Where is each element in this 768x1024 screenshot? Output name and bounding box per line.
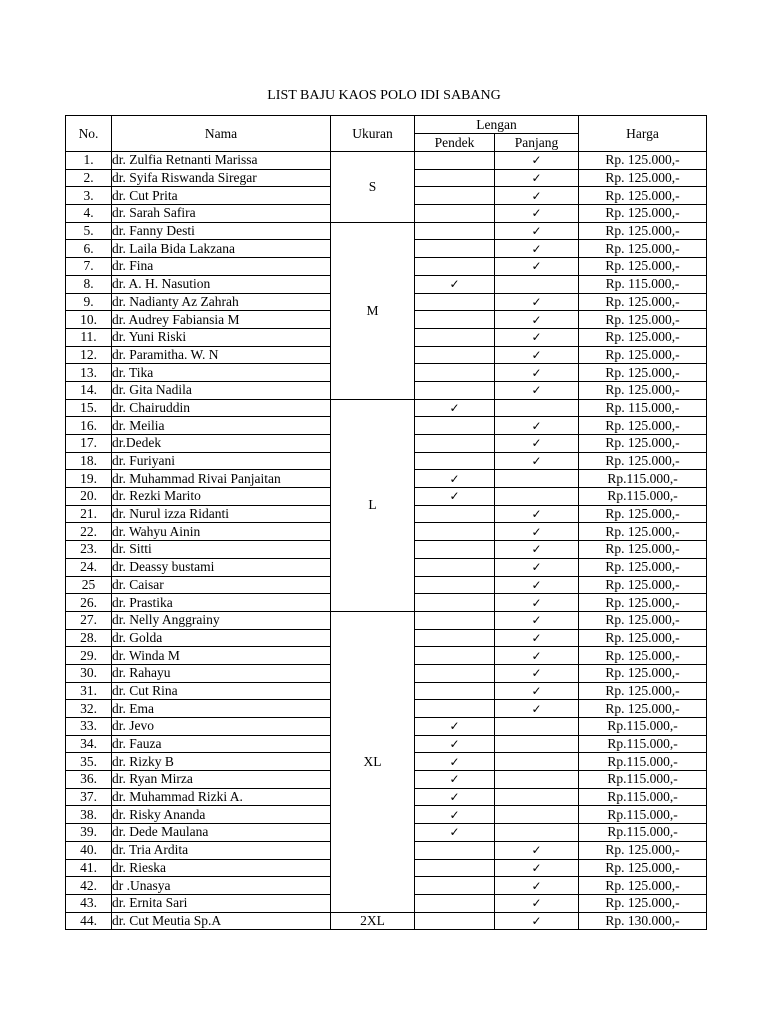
row-price: Rp.115.000,- bbox=[579, 771, 707, 789]
check-icon: ✓ bbox=[531, 595, 542, 610]
check-icon: ✓ bbox=[531, 507, 542, 522]
row-name: dr. Dede Maulana bbox=[112, 824, 331, 842]
row-name: dr. Nurul izza Ridanti bbox=[112, 505, 331, 523]
row-price: Rp. 125.000,- bbox=[579, 417, 707, 435]
row-price: Rp. 125.000,- bbox=[579, 647, 707, 665]
check-icon: ✓ bbox=[449, 790, 460, 805]
row-name: dr. Ernita Sari bbox=[112, 894, 331, 912]
check-icon: ✓ bbox=[449, 737, 460, 752]
pendek-cell bbox=[415, 222, 495, 240]
pendek-cell bbox=[415, 399, 495, 417]
row-number: 41. bbox=[66, 859, 112, 877]
pendek-cell bbox=[415, 664, 495, 682]
panjang-cell bbox=[495, 877, 579, 895]
table-row bbox=[66, 912, 707, 930]
row-number: 8. bbox=[66, 275, 112, 293]
row-price: Rp.115.000,- bbox=[579, 806, 707, 824]
check-icon: ✓ bbox=[531, 153, 542, 168]
row-price: Rp. 125.000,- bbox=[579, 205, 707, 223]
row-name: dr. Fina bbox=[112, 258, 331, 276]
row-number: 34. bbox=[66, 735, 112, 753]
row-name: dr. Laila Bida Lakzana bbox=[112, 240, 331, 258]
row-number: 20. bbox=[66, 488, 112, 506]
panjang-cell bbox=[495, 399, 579, 417]
row-price: Rp. 125.000,- bbox=[579, 541, 707, 559]
table-row bbox=[66, 611, 707, 629]
row-number: 3. bbox=[66, 187, 112, 205]
panjang-cell bbox=[495, 488, 579, 506]
check-icon: ✓ bbox=[449, 807, 460, 822]
check-icon: ✓ bbox=[449, 471, 460, 486]
row-name: dr. Risky Ananda bbox=[112, 806, 331, 824]
row-number: 35. bbox=[66, 753, 112, 771]
panjang-cell bbox=[495, 611, 579, 629]
row-price: Rp. 130.000,- bbox=[579, 912, 707, 930]
row-number: 33. bbox=[66, 718, 112, 736]
row-name: dr. Furiyani bbox=[112, 452, 331, 470]
panjang-cell bbox=[495, 311, 579, 329]
row-name: dr. Ryan Mirza bbox=[112, 771, 331, 789]
row-price: Rp. 125.000,- bbox=[579, 611, 707, 629]
row-price: Rp. 125.000,- bbox=[579, 576, 707, 594]
row-number: 37. bbox=[66, 788, 112, 806]
row-price: Rp. 125.000,- bbox=[579, 222, 707, 240]
panjang-cell bbox=[495, 700, 579, 718]
row-price: Rp. 125.000,- bbox=[579, 629, 707, 647]
pendek-cell bbox=[415, 806, 495, 824]
row-name: dr. Tika bbox=[112, 364, 331, 382]
check-icon: ✓ bbox=[531, 224, 542, 239]
row-number: 23. bbox=[66, 541, 112, 559]
row-price: Rp. 125.000,- bbox=[579, 841, 707, 859]
panjang-cell bbox=[495, 381, 579, 399]
panjang-cell bbox=[495, 894, 579, 912]
panjang-cell bbox=[495, 452, 579, 470]
panjang-cell bbox=[495, 328, 579, 346]
panjang-cell bbox=[495, 718, 579, 736]
check-icon: ✓ bbox=[531, 896, 542, 911]
row-number: 25 bbox=[66, 576, 112, 594]
row-number: 17. bbox=[66, 435, 112, 453]
row-name: dr. Cut Prita bbox=[112, 187, 331, 205]
row-number: 12. bbox=[66, 346, 112, 364]
row-name: dr. Rezki Marito bbox=[112, 488, 331, 506]
document-title: LIST BAJU KAOS POLO IDI SABANG bbox=[267, 88, 501, 103]
panjang-cell bbox=[495, 824, 579, 842]
row-name: dr. Sitti bbox=[112, 541, 331, 559]
row-number: 2. bbox=[66, 169, 112, 187]
row-price: Rp. 125.000,- bbox=[579, 169, 707, 187]
check-icon: ✓ bbox=[531, 436, 542, 451]
check-icon: ✓ bbox=[531, 206, 542, 221]
header-harga: Harga bbox=[579, 116, 707, 152]
check-icon: ✓ bbox=[531, 666, 542, 681]
row-name: dr. Yuni Riski bbox=[112, 328, 331, 346]
row-number: 19. bbox=[66, 470, 112, 488]
size-group: XL bbox=[331, 611, 415, 912]
row-price: Rp. 125.000,- bbox=[579, 346, 707, 364]
check-icon: ✓ bbox=[531, 365, 542, 380]
table-row bbox=[66, 152, 707, 170]
row-name: dr. Meilia bbox=[112, 417, 331, 435]
row-price: Rp. 115.000,- bbox=[579, 399, 707, 417]
row-name: dr. Rieska bbox=[112, 859, 331, 877]
pendek-cell bbox=[415, 841, 495, 859]
panjang-cell bbox=[495, 753, 579, 771]
row-name: dr. Muhammad Rizki A. bbox=[112, 788, 331, 806]
row-price: Rp. 125.000,- bbox=[579, 664, 707, 682]
pendek-cell bbox=[415, 488, 495, 506]
pendek-cell bbox=[415, 364, 495, 382]
check-icon: ✓ bbox=[531, 312, 542, 327]
row-name: dr. Cut Meutia Sp.A bbox=[112, 912, 331, 930]
check-icon: ✓ bbox=[531, 418, 542, 433]
header-ukuran: Ukuran bbox=[331, 116, 415, 152]
pendek-cell bbox=[415, 753, 495, 771]
header-pendek: Pendek bbox=[415, 134, 495, 152]
row-number: 15. bbox=[66, 399, 112, 417]
panjang-cell bbox=[495, 682, 579, 700]
row-name: dr. Audrey Fabiansia M bbox=[112, 311, 331, 329]
pendek-cell bbox=[415, 328, 495, 346]
pendek-cell bbox=[415, 682, 495, 700]
row-number: 38. bbox=[66, 806, 112, 824]
row-price: Rp.115.000,- bbox=[579, 488, 707, 506]
row-price: Rp. 125.000,- bbox=[579, 311, 707, 329]
size-group: 2XL bbox=[331, 912, 415, 930]
pendek-cell bbox=[415, 470, 495, 488]
row-price: Rp. 125.000,- bbox=[579, 293, 707, 311]
pendek-cell bbox=[415, 576, 495, 594]
row-price: Rp. 125.000,- bbox=[579, 523, 707, 541]
row-name: dr. Paramitha. W. N bbox=[112, 346, 331, 364]
row-price: Rp.115.000,- bbox=[579, 718, 707, 736]
panjang-cell bbox=[495, 771, 579, 789]
pendek-cell bbox=[415, 912, 495, 930]
panjang-cell bbox=[495, 346, 579, 364]
check-icon: ✓ bbox=[531, 913, 542, 928]
pendek-cell bbox=[415, 611, 495, 629]
panjang-cell bbox=[495, 788, 579, 806]
row-price: Rp. 125.000,- bbox=[579, 152, 707, 170]
row-name: dr.Dedek bbox=[112, 435, 331, 453]
pendek-cell bbox=[415, 293, 495, 311]
panjang-cell bbox=[495, 541, 579, 559]
check-icon: ✓ bbox=[531, 878, 542, 893]
check-icon: ✓ bbox=[531, 383, 542, 398]
row-price: Rp. 125.000,- bbox=[579, 894, 707, 912]
row-price: Rp. 125.000,- bbox=[579, 859, 707, 877]
row-name: dr. A. H. Nasution bbox=[112, 275, 331, 293]
row-number: 16. bbox=[66, 417, 112, 435]
row-name: dr. Cut Rina bbox=[112, 682, 331, 700]
row-number: 28. bbox=[66, 629, 112, 647]
row-price: Rp. 125.000,- bbox=[579, 594, 707, 612]
size-group: M bbox=[331, 222, 415, 399]
panjang-cell bbox=[495, 806, 579, 824]
row-name: dr. Deassy bustami bbox=[112, 558, 331, 576]
pendek-cell bbox=[415, 435, 495, 453]
row-price: Rp. 125.000,- bbox=[579, 505, 707, 523]
row-number: 5. bbox=[66, 222, 112, 240]
row-name: dr. Muhammad Rivai Panjaitan bbox=[112, 470, 331, 488]
row-number: 43. bbox=[66, 894, 112, 912]
panjang-cell bbox=[495, 594, 579, 612]
row-name: dr. Rizky B bbox=[112, 753, 331, 771]
pendek-cell bbox=[415, 718, 495, 736]
pendek-cell bbox=[415, 824, 495, 842]
row-name: dr. Fauza bbox=[112, 735, 331, 753]
row-name: dr. Syifa Riswanda Siregar bbox=[112, 169, 331, 187]
check-icon: ✓ bbox=[531, 294, 542, 309]
check-icon: ✓ bbox=[531, 648, 542, 663]
panjang-cell bbox=[495, 187, 579, 205]
row-number: 26. bbox=[66, 594, 112, 612]
row-name: dr. Wahyu Ainin bbox=[112, 523, 331, 541]
panjang-cell bbox=[495, 364, 579, 382]
header-no: No. bbox=[66, 116, 112, 152]
pendek-cell bbox=[415, 877, 495, 895]
row-price: Rp. 115.000,- bbox=[579, 275, 707, 293]
panjang-cell bbox=[495, 558, 579, 576]
row-name: dr. Nadianty Az Zahrah bbox=[112, 293, 331, 311]
check-icon: ✓ bbox=[531, 330, 542, 345]
check-icon: ✓ bbox=[449, 719, 460, 734]
size-group: L bbox=[331, 399, 415, 611]
table-header bbox=[66, 116, 707, 152]
check-icon: ✓ bbox=[531, 560, 542, 575]
check-icon: ✓ bbox=[449, 754, 460, 769]
table-row bbox=[66, 399, 707, 417]
header-nama: Nama bbox=[112, 116, 331, 152]
check-icon: ✓ bbox=[531, 701, 542, 716]
pendek-cell bbox=[415, 700, 495, 718]
pendek-cell bbox=[415, 558, 495, 576]
pendek-cell bbox=[415, 152, 495, 170]
row-price: Rp. 125.000,- bbox=[579, 328, 707, 346]
row-name: dr. Nelly Anggrainy bbox=[112, 611, 331, 629]
check-icon: ✓ bbox=[449, 772, 460, 787]
pendek-cell bbox=[415, 452, 495, 470]
row-name: dr. Jevo bbox=[112, 718, 331, 736]
row-number: 13. bbox=[66, 364, 112, 382]
row-name: dr. Prastika bbox=[112, 594, 331, 612]
panjang-cell bbox=[495, 576, 579, 594]
panjang-cell bbox=[495, 293, 579, 311]
row-name: dr. Winda M bbox=[112, 647, 331, 665]
panjang-cell bbox=[495, 523, 579, 541]
row-price: Rp. 125.000,- bbox=[579, 558, 707, 576]
table-row bbox=[66, 222, 707, 240]
row-name: dr. Gita Nadila bbox=[112, 381, 331, 399]
row-price: Rp.115.000,- bbox=[579, 788, 707, 806]
check-icon: ✓ bbox=[531, 259, 542, 274]
check-icon: ✓ bbox=[531, 241, 542, 256]
panjang-cell bbox=[495, 169, 579, 187]
panjang-cell bbox=[495, 841, 579, 859]
row-name: dr. Chairuddin bbox=[112, 399, 331, 417]
row-number: 30. bbox=[66, 664, 112, 682]
row-price: Rp. 125.000,- bbox=[579, 381, 707, 399]
row-number: 11. bbox=[66, 328, 112, 346]
row-price: Rp. 125.000,- bbox=[579, 240, 707, 258]
row-price: Rp. 125.000,- bbox=[579, 877, 707, 895]
panjang-cell bbox=[495, 258, 579, 276]
panjang-cell bbox=[495, 275, 579, 293]
row-name: dr. Golda bbox=[112, 629, 331, 647]
check-icon: ✓ bbox=[531, 171, 542, 186]
row-number: 1. bbox=[66, 152, 112, 170]
panjang-cell bbox=[495, 647, 579, 665]
row-number: 39. bbox=[66, 824, 112, 842]
row-number: 14. bbox=[66, 381, 112, 399]
row-price: Rp. 125.000,- bbox=[579, 682, 707, 700]
check-icon: ✓ bbox=[531, 188, 542, 203]
check-icon: ✓ bbox=[531, 860, 542, 875]
panjang-cell bbox=[495, 222, 579, 240]
panjang-cell bbox=[495, 912, 579, 930]
row-price: Rp. 125.000,- bbox=[579, 700, 707, 718]
check-icon: ✓ bbox=[449, 277, 460, 292]
panjang-cell bbox=[495, 152, 579, 170]
panjang-cell bbox=[495, 205, 579, 223]
panjang-cell bbox=[495, 505, 579, 523]
row-name: dr .Unasya bbox=[112, 877, 331, 895]
row-price: Rp.115.000,- bbox=[579, 753, 707, 771]
row-number: 6. bbox=[66, 240, 112, 258]
pendek-cell bbox=[415, 735, 495, 753]
row-number: 21. bbox=[66, 505, 112, 523]
pendek-cell bbox=[415, 187, 495, 205]
row-number: 42. bbox=[66, 877, 112, 895]
header-panjang: Panjang bbox=[495, 134, 579, 152]
row-price: Rp.115.000,- bbox=[579, 824, 707, 842]
row-name: dr. Sarah Safira bbox=[112, 205, 331, 223]
pendek-cell bbox=[415, 594, 495, 612]
row-price: Rp. 125.000,- bbox=[579, 258, 707, 276]
row-number: 9. bbox=[66, 293, 112, 311]
row-number: 36. bbox=[66, 771, 112, 789]
panjang-cell bbox=[495, 735, 579, 753]
pendek-cell bbox=[415, 505, 495, 523]
panjang-cell bbox=[495, 417, 579, 435]
pendek-cell bbox=[415, 894, 495, 912]
pendek-cell bbox=[415, 647, 495, 665]
pendek-cell bbox=[415, 859, 495, 877]
pendek-cell bbox=[415, 258, 495, 276]
check-icon: ✓ bbox=[449, 825, 460, 840]
check-icon: ✓ bbox=[531, 454, 542, 469]
check-icon: ✓ bbox=[531, 577, 542, 592]
row-number: 27. bbox=[66, 611, 112, 629]
pendek-cell bbox=[415, 381, 495, 399]
row-name: dr. Caisar bbox=[112, 576, 331, 594]
row-price: Rp. 125.000,- bbox=[579, 187, 707, 205]
check-icon: ✓ bbox=[531, 630, 542, 645]
pendek-cell bbox=[415, 629, 495, 647]
pendek-cell bbox=[415, 771, 495, 789]
panjang-cell bbox=[495, 470, 579, 488]
pendek-cell bbox=[415, 788, 495, 806]
check-icon: ✓ bbox=[531, 843, 542, 858]
pendek-cell bbox=[415, 169, 495, 187]
check-icon: ✓ bbox=[531, 542, 542, 557]
pendek-cell bbox=[415, 311, 495, 329]
check-icon: ✓ bbox=[531, 613, 542, 628]
row-name: dr. Fanny Desti bbox=[112, 222, 331, 240]
panjang-cell bbox=[495, 629, 579, 647]
size-group: S bbox=[331, 152, 415, 223]
header-lengan: Lengan bbox=[415, 116, 579, 134]
row-number: 10. bbox=[66, 311, 112, 329]
check-icon: ✓ bbox=[531, 683, 542, 698]
row-number: 7. bbox=[66, 258, 112, 276]
pendek-cell bbox=[415, 541, 495, 559]
pendek-cell bbox=[415, 275, 495, 293]
row-name: dr. Rahayu bbox=[112, 664, 331, 682]
panjang-cell bbox=[495, 859, 579, 877]
check-icon: ✓ bbox=[449, 489, 460, 504]
row-number: 40. bbox=[66, 841, 112, 859]
row-number: 29. bbox=[66, 647, 112, 665]
row-number: 32. bbox=[66, 700, 112, 718]
row-number: 31. bbox=[66, 682, 112, 700]
row-price: Rp.115.000,- bbox=[579, 735, 707, 753]
row-price: Rp. 125.000,- bbox=[579, 452, 707, 470]
row-number: 4. bbox=[66, 205, 112, 223]
row-name: dr. Ema bbox=[112, 700, 331, 718]
pendek-cell bbox=[415, 523, 495, 541]
pendek-cell bbox=[415, 240, 495, 258]
pendek-cell bbox=[415, 417, 495, 435]
pendek-cell bbox=[415, 205, 495, 223]
row-number: 24. bbox=[66, 558, 112, 576]
check-icon: ✓ bbox=[531, 347, 542, 362]
check-icon: ✓ bbox=[449, 400, 460, 415]
row-number: 18. bbox=[66, 452, 112, 470]
check-icon: ✓ bbox=[531, 524, 542, 539]
panjang-cell bbox=[495, 435, 579, 453]
row-price: Rp. 125.000,- bbox=[579, 364, 707, 382]
table-body bbox=[66, 152, 707, 930]
row-name: dr. Zulfia Retnanti Marissa bbox=[112, 152, 331, 170]
pendek-cell bbox=[415, 346, 495, 364]
shirt-order-table bbox=[65, 115, 707, 930]
row-price: Rp. 125.000,- bbox=[579, 435, 707, 453]
row-number: 44. bbox=[66, 912, 112, 930]
panjang-cell bbox=[495, 664, 579, 682]
row-name: dr. Tria Ardita bbox=[112, 841, 331, 859]
panjang-cell bbox=[495, 240, 579, 258]
row-price: Rp.115.000,- bbox=[579, 470, 707, 488]
row-number: 22. bbox=[66, 523, 112, 541]
